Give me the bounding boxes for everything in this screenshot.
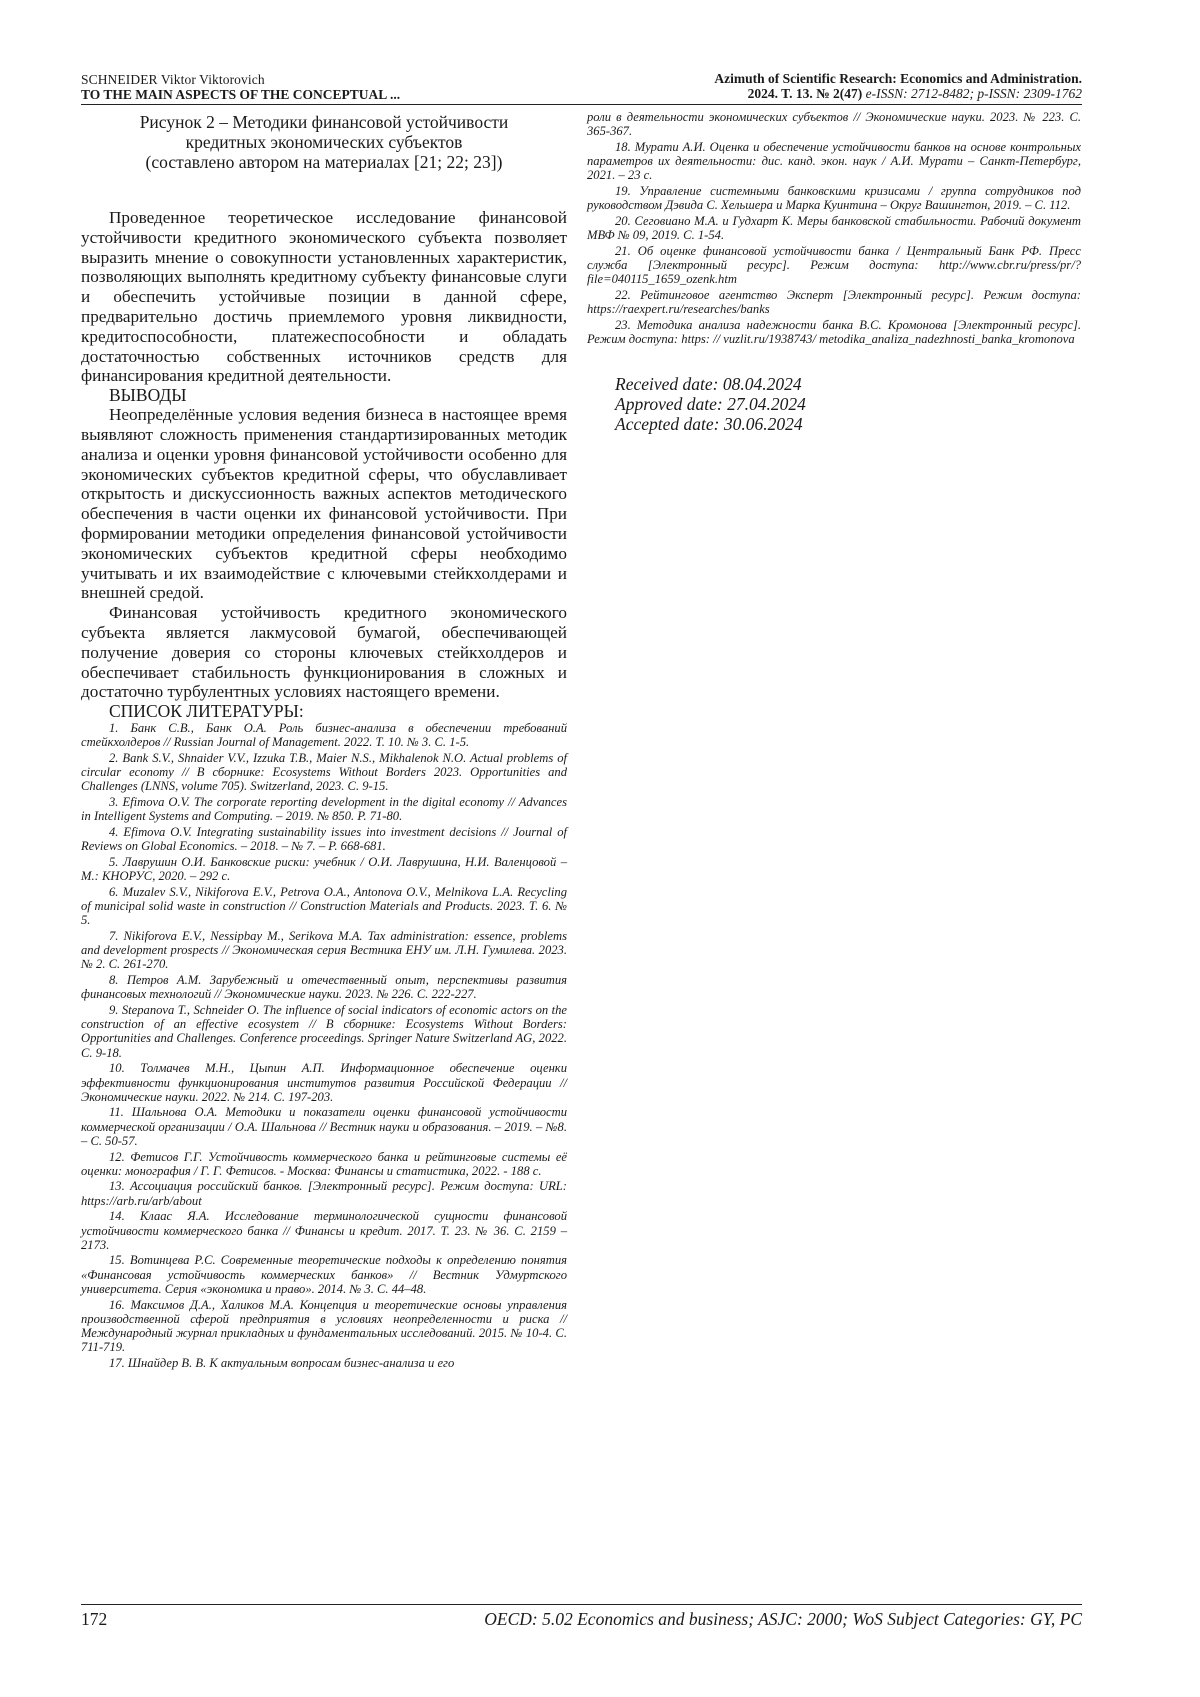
reference-list-left	[81, 721, 567, 1370]
figure-caption-line: кредитных экономических субъектов	[185, 132, 463, 152]
conclusions-heading: ВЫВОДЫ	[109, 385, 187, 406]
reference-item: 12. Фетисов Г.Г. Устойчивость коммерческого банка и рейтинговые системы её оценки: монография / Г. Г. Фетисов. - Москва: Финансы и статистика, 2022. - 188 с.	[81, 1149, 567, 1178]
reference-item: 23. Методика анализа надежности банка В.С. Кромонова [Электронный ресурс]. Режим доступа: https: // vuzlit.ru/1938743/ metodika_analiza_nadezhnosti_banka_kromonova	[587, 317, 1081, 347]
article-dates	[615, 374, 1081, 434]
reference-item: 6. Muzalev S.V., Nikiforova E.V., Petrova O.A., Antonova O.V., Melnikova L.A. Recycling of municipal solid waste in construction // Construction Materials and Products. 2023. Т. 6. № 5.	[81, 884, 567, 928]
approved-date: Approved date: 27.04.2024	[615, 394, 806, 415]
reference-item: 15. Вотинцева Р.С. Современные теоретические подходы к определению понятия «Финансовая устойчивость коммерческих банков» // Вестник Удмуртского университета. Серия «экономика и право». 2014. № 3. С. 44–48.	[81, 1253, 567, 1296]
right-column	[587, 110, 1081, 434]
figure-caption	[81, 112, 567, 172]
header-divider	[81, 104, 1082, 105]
reference-item: 14. Клаас Я.А. Исследование терминологической сущности финансовой устойчивости коммерческого банка // Финансы и кредит. 2017. Т. 23. № 36. С. 2159 – 2173.	[81, 1209, 567, 1252]
figure-caption-line: (составлено автором на материалах [21; 22; 23])	[145, 152, 503, 172]
references-heading: СПИСОК ЛИТЕРАТУРЫ:	[109, 701, 304, 722]
reference-item: 11. Шальнова О.А. Методики и показатели оценки финансовой устойчивости коммерческой организации / О.А. Шальнова // Вестник науки и образования. – 2019. – №8. – С. 50-57.	[81, 1105, 567, 1148]
header-journal-name: Azimuth of Scientific Research: Economics and Administration.	[714, 71, 1082, 86]
reference-continuation: роли в деятельности экономических субъектов // Экономические науки. 2023. № 223. С. 365-367.	[587, 110, 1081, 139]
header-article-title: TO THE MAIN ASPECTS OF THE CONCEPTUAL ...	[81, 87, 401, 102]
received-date: Received date: 08.04.2024	[615, 374, 802, 395]
reference-item: 5. Лаврушин О.И. Банковские риски: учебник / О.И. Лаврушина, Н.И. Валенцовой – М.: КНОРУС, 2020. – 292 с.	[81, 854, 567, 884]
reference-item: 19. Управление системными банковскими кризисами / группа сотрудников под руководством Дэвида С. Хельшера и Марка Куинтина – Округ Вашингтон, 2019. – С. 112.	[587, 184, 1081, 213]
reference-item: 20. Сеговиано М.А. и Гудхарт К. Меры банковской стабильности. Рабочий документ МВФ № 09, 2019. С. 1-54.	[587, 213, 1081, 243]
body-paragraph: Проведенное теоретическое исследование финансовой устойчивости кредитного экономического субъекта позволяет выразить мнение о совокупности установленных характеристик, позволяющих выполнять кредитному субъекту финансовые слуги и обеспечить устойчивые позиции в данной сфере, предварительно достичь приемлемого уровня ликвидности, кредитоспособности, платежеспособности и обладать достаточностью собственных источников средств для финансирования кредитной деятельности.	[81, 208, 567, 386]
header-author: SCHNEIDER Viktor Viktorovich	[81, 72, 265, 87]
reference-list-right	[587, 110, 1081, 346]
reference-item: 17. Шнайдер В. В. К актуальным вопросам бизнес-анализа и его	[109, 1355, 455, 1370]
accepted-date: Accepted date: 30.06.2024	[615, 414, 803, 435]
header-issue-number: 2024. T. 13. № 2(47)	[747, 86, 863, 101]
body-paragraph: Финансовая устойчивость кредитного экономического субъекта является лакмусовой бумагой, обеспечивающей получение доверия со стороны ключевых стейкхолдеров и обеспечивает стабильность функционирования в сложных и достаточно турбулентных условиях настоящего времени.	[81, 603, 567, 702]
footer-classification: OECD: 5.02 Economics and business; ASJC: 2000; WoS Subject Categories: GY, PC	[484, 1609, 1082, 1629]
page-number: 172	[81, 1609, 108, 1629]
left-column	[81, 110, 567, 1372]
header-issn: e-ISSN: 2712-8482; p-ISSN: 2309-1762	[862, 86, 1082, 101]
reference-item: 3. Efimova O.V. The corporate reporting development in the digital economy // Advances in Intelligent Systems and Computing. – 2019. № 850. P. 71-80.	[81, 795, 567, 824]
reference-item: 18. Мурати А.И. Оценка и обеспечение устойчивости банков на основе контрольных параметров их деятельности: дис. канд. экон. наук / А.И. Мурати – Санкт-Петербург, 2021. – 23 с.	[587, 139, 1081, 183]
reference-item: 4. Efimova O.V. Integrating sustainability issues into investment decisions // Journal of Reviews on Global Economics. – 2018. – № 7. – P. 668-681.	[81, 825, 567, 854]
reference-item: 2. Bank S.V., Shnaider V.V., Izzuka T.B., Maier N.S., Mikhalenok N.O. Actual problems of circular economy // В сборнике: Ecosystems Without Borders 2023. Opportunities and Challenges (LNNS, volume 705). Switzerland, 2023. С. 9-15.	[81, 751, 567, 794]
running-header-left	[81, 72, 551, 102]
figure-caption-line: Рисунок 2 – Методики финансовой устойчивости	[139, 112, 509, 132]
reference-item: 22. Рейтинговое агентство Эксперт [Электронный ресурс]. Режим доступа: https://raexpert.ru/researches/banks	[587, 287, 1081, 317]
reference-item: 1. Банк С.В., Банк О.А. Роль бизнес-анализа в обеспечении требований стейкхолдеров // Russian Journal of Management. 2022. Т. 10. № 3. С. 1-5.	[81, 721, 567, 750]
reference-item: 9. Stepanova T., Schneider O. The influence of social indicators of economic actors on the construction of an effective ecosystem // В сборнике: Ecosystems Without Borders: Opportunities and Challenges. Conference proceedings. Springer Nature Switzerland AG, 2022. С. 9-18.	[81, 1002, 567, 1060]
reference-item: 10. Толмачев М.Н., Цыпин А.П. Информационное обеспечение оценки эффективности функционирования институтов развития Российской Федерации // Экономические науки. 2022. № 214. С. 197-203.	[81, 1061, 567, 1104]
reference-item: 7. Nikiforova E.V., Nessipbay M., Serikova M.A. Tax administration: essence, problems and development prospects // Экономическая серия Вестника ЕНУ им. Л.Н. Гумилева. 2023. № 2. С. 261-270.	[81, 928, 567, 972]
body-paragraph: Неопределённые условия ведения бизнеса в настоящее время выявляют сложность применения стандартизированных методик анализа и оценки уровня финансовой устойчивости особенно для экономических субъектов кредитной сферы, что обуславливает открытость и дискуссионность важных аспектов методического обеспечения в части оценки их финансовой устойчивости. При формировании методики определения финансовой устойчивости экономических субъектов кредитной сферы необходимо учитывать и их взаимодействие с ключевыми стейкхолдерами и внешней средой.	[81, 405, 567, 603]
reference-item: 13. Ассоциация российский банков. [Электронный ресурс]. Режим доступа: URL: https://arb.ru/arb/about	[81, 1179, 567, 1208]
header-issue	[582, 86, 1082, 101]
reference-item: 21. Об оценке финансовой устойчивости банка / Центральный Банк РФ. Пресс служба [Электронный ресурс]. Режим доступа: http://www.cbr.ru/press/pr/?file=040115_1659_ozenk.htm	[587, 243, 1081, 287]
reference-item: 8. Петров А.М. Зарубежный и отечественный опыт, перспективы развития финансовых технологий // Экономические науки. 2023. № 226. С. 222-227.	[81, 973, 567, 1002]
running-header-right	[582, 71, 1082, 101]
reference-item: 16. Максимов Д.А., Халиков М.А. Концепция и теоретические основы управления производственной сферой предприятия в условиях неопределенности и риска // Международный журнал прикладных и фундаментальных исследований. 2015. № 10-4. С. 711-719.	[81, 1297, 567, 1355]
footer-divider	[81, 1604, 1082, 1605]
